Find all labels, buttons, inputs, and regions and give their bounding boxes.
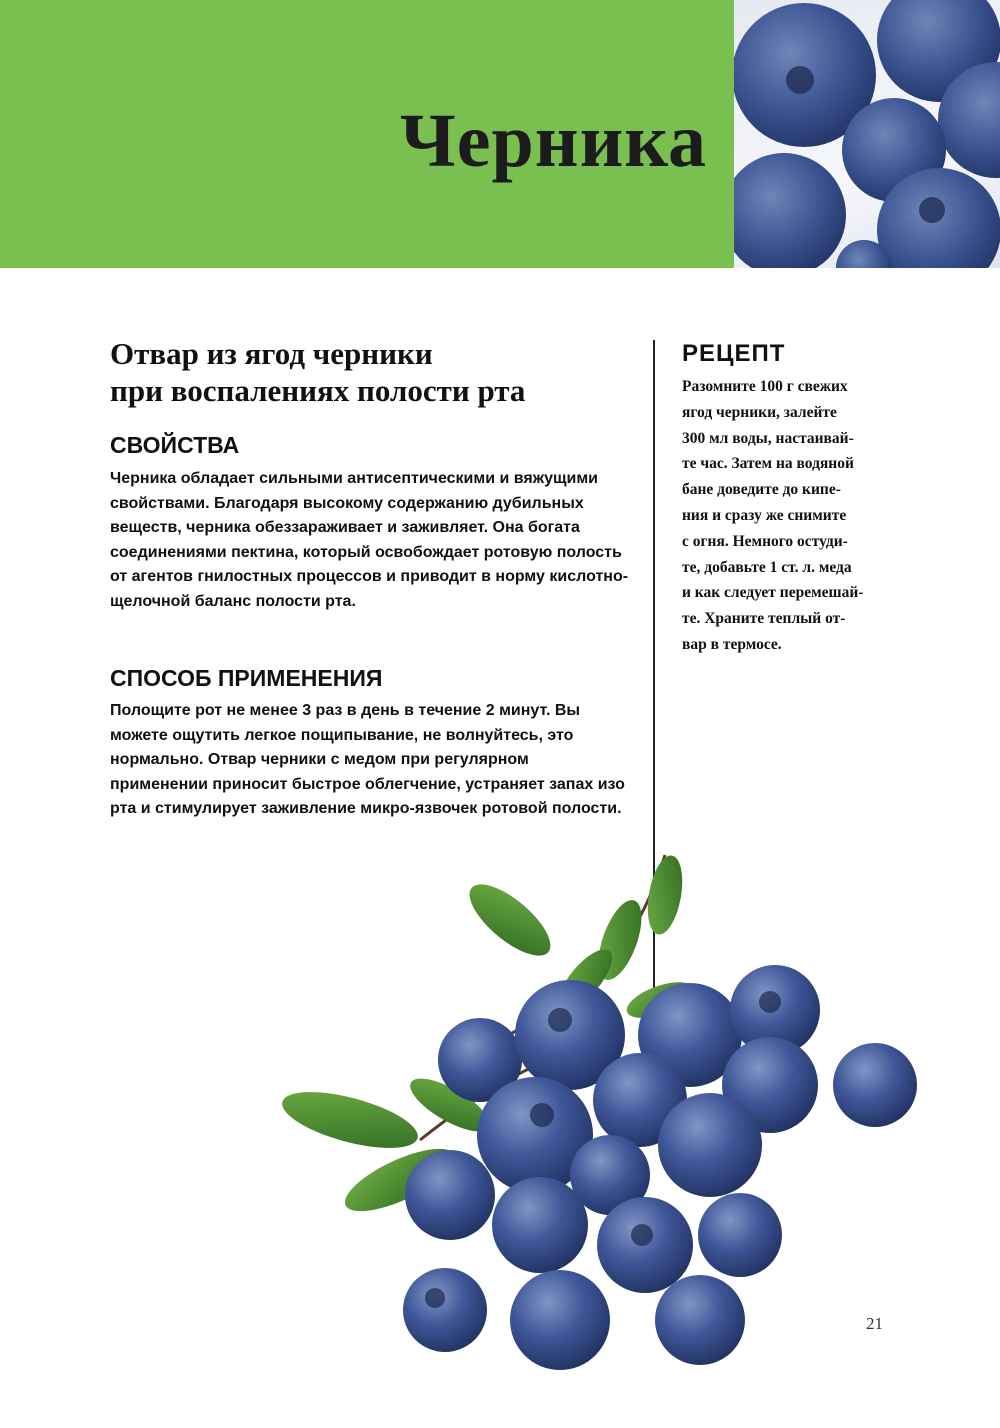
- header-blueberries-illustration: [734, 0, 1000, 268]
- subtitle-line-1: Отвар из ягод черники: [110, 336, 433, 371]
- usage-heading: СПОСОБ ПРИМЕНЕНИЯ: [110, 665, 383, 691]
- recipe-line: ягод черники, залейте: [682, 403, 837, 421]
- page-number: 21: [866, 1314, 883, 1333]
- subtitle-line-2: при воспалениях полости рта: [110, 373, 526, 408]
- recipe-line: вар в термосе.: [682, 635, 782, 653]
- page-title: Черника: [400, 99, 707, 183]
- berries: [403, 965, 917, 1370]
- recipe-line: бане доведите до кипе-: [682, 481, 841, 499]
- recipe-line: и как следует перемешай-: [682, 584, 864, 602]
- recipe-text: [682, 374, 902, 658]
- header-blueberry-photo: [734, 0, 1000, 268]
- recipe-heading: РЕЦЕПТ: [682, 340, 786, 367]
- properties-text: Черника обладает сильными антисептическими и вяжущими свойствами. Благодаря высокому содержанию дубильных веществ, черника обеззараживает и заживляет. Она богата соединениями пектина, который освобождает ротовую полость от агентов гнилостных процессов и приводит в норму кислотно-щелочной баланс полости рта.: [110, 470, 629, 610]
- properties-heading: СВОЙСТВА: [110, 432, 240, 458]
- blueberries-illustration: [270, 850, 960, 1390]
- recipe-line: 300 мл воды, настаивай-: [682, 429, 854, 447]
- recipe-line: ния и сразу же снимите: [682, 506, 847, 524]
- recipe-line: те, добавьте 1 ст. л. меда: [682, 558, 852, 576]
- recipe-line: Разомните 100 г свежих: [682, 378, 848, 395]
- recipe-line: с огня. Немного остуди-: [682, 532, 848, 550]
- recipe-subtitle: [110, 335, 525, 409]
- recipe-line: те час. Затем на водяной: [682, 455, 854, 473]
- usage-text: Полощите рот не менее 3 раз в день в течение 2 минут. Вы можете ощутить легкое пощипывание, не волнуйтесь, это нормально. Отвар черники с медом при регулярном применении приносит быстрое облегчение, устраняет запах изо рта и стимулирует заживление микро-язвочек ротовой полости.: [110, 702, 625, 817]
- recipe-line: те. Храните теплый от-: [682, 610, 846, 628]
